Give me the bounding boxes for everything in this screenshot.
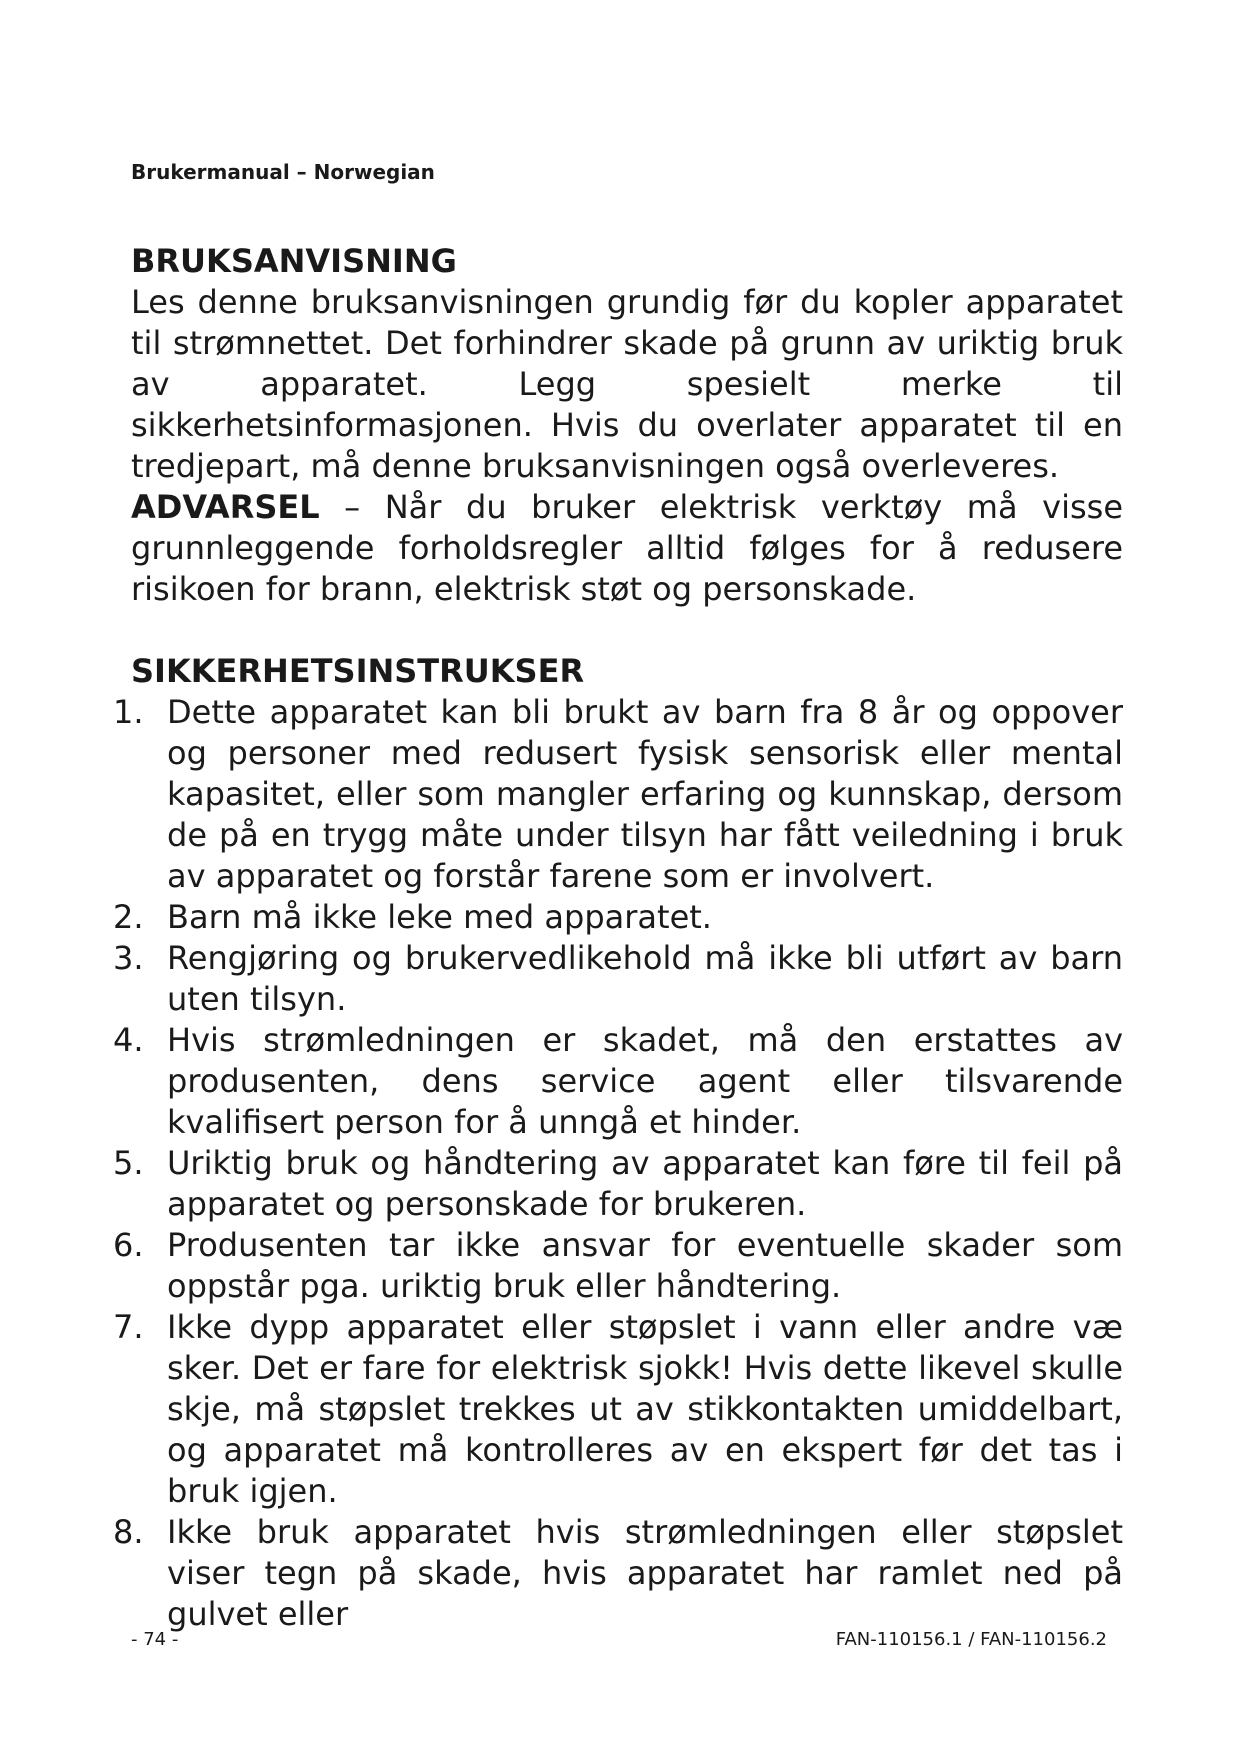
list-item-text: Produsenten tar ikke ansvar for eventuelle skader som oppstår pga. uriktig bruk eller håndtering.	[167, 1226, 1123, 1305]
section-heading-safety: SIKKERHETSINSTRUKSER	[131, 652, 585, 690]
list-item	[113, 692, 1123, 897]
list-item-text: Dette apparatet kan bli brukt av barn fra 8 år og oppover og personer med redusert fysisk sensorisk eller mental kapasitet, eller som mangler erfaring og kunnskap, dersom de på en trygg måte under tilsyn har fått veiledning i bruk av apparatet og forstår farene som er involvert.	[167, 693, 1123, 895]
list-item-number: 4.	[113, 1021, 144, 1059]
list-item	[113, 1307, 1123, 1512]
list-item-number: 5.	[113, 1144, 144, 1182]
list-item-number: 1.	[113, 693, 144, 731]
list-item-text: Uriktig bruk og håndtering av apparatet kan føre til feil på apparatet og personskade for brukeren.	[167, 1144, 1123, 1223]
list-item-text: Rengjøring og brukervedlikehold må ikke bli utført av barn uten tilsyn.	[167, 939, 1123, 1018]
manual-content	[113, 241, 1123, 1635]
list-item	[113, 1512, 1123, 1635]
page-number: - 74 -	[131, 1629, 179, 1650]
list-item	[113, 1143, 1123, 1225]
list-item-text: Ikke bruk apparatet hvis strømledningen eller støpslet viser tegn på skade, hvis apparatet har ramlet ned på gulvet eller	[167, 1513, 1123, 1633]
document-header: Brukermanual – Norwegian	[131, 160, 435, 184]
list-item	[113, 1225, 1123, 1307]
warning-paragraph	[131, 487, 1123, 610]
warning-label: ADVARSEL	[131, 488, 320, 526]
list-item	[113, 897, 1123, 938]
model-number: FAN-110156.1 / FAN-110156.2	[835, 1629, 1107, 1650]
list-item	[113, 938, 1123, 1020]
safety-list	[113, 692, 1123, 1635]
list-item-text: Barn må ikke leke med apparatet.	[167, 898, 712, 936]
list-item-text: Ikke dypp apparatet eller støpslet i vann eller andre væ sker. Det er fare for elektrisk sjokk! Hvis dette likevel skulle skje, må støpslet trekkes ut av stikkontakten umiddelbart, og apparatet må kontrolleres av en ekspert før det tas i bruk igjen.	[167, 1308, 1123, 1510]
list-item-number: 8.	[113, 1513, 144, 1551]
list-item-number: 6.	[113, 1226, 144, 1264]
list-item-number: 2.	[113, 898, 144, 936]
list-item-number: 3.	[113, 939, 144, 977]
warning-text: – Når du bruker elektrisk verktøy må visse grunnleggende forholdsregler alltid følges for å redusere risikoen for brann, elektrisk støt og personskade.	[131, 488, 1123, 608]
section-heading-instructions: BRUKSANVISNING	[131, 242, 457, 280]
list-item-text: Hvis strømledningen er skadet, må den erstattes av produsenten, dens service agent eller tilsvarende kvalifisert person for å unngå et hinder.	[167, 1021, 1123, 1141]
list-item-number: 7.	[113, 1308, 144, 1346]
intro-paragraph: Les denne bruksanvisningen grundig før du kopler apparatet til strømnettet. Det forhindrer skade på grunn av uriktig bruk av apparatet. Legg spesielt merke til sikkerhetsinformasjonen. Hvis du overlater apparatet til en tredjepart, må denne bruksanvisningen også overleveres.	[131, 283, 1123, 485]
list-item	[113, 1020, 1123, 1143]
